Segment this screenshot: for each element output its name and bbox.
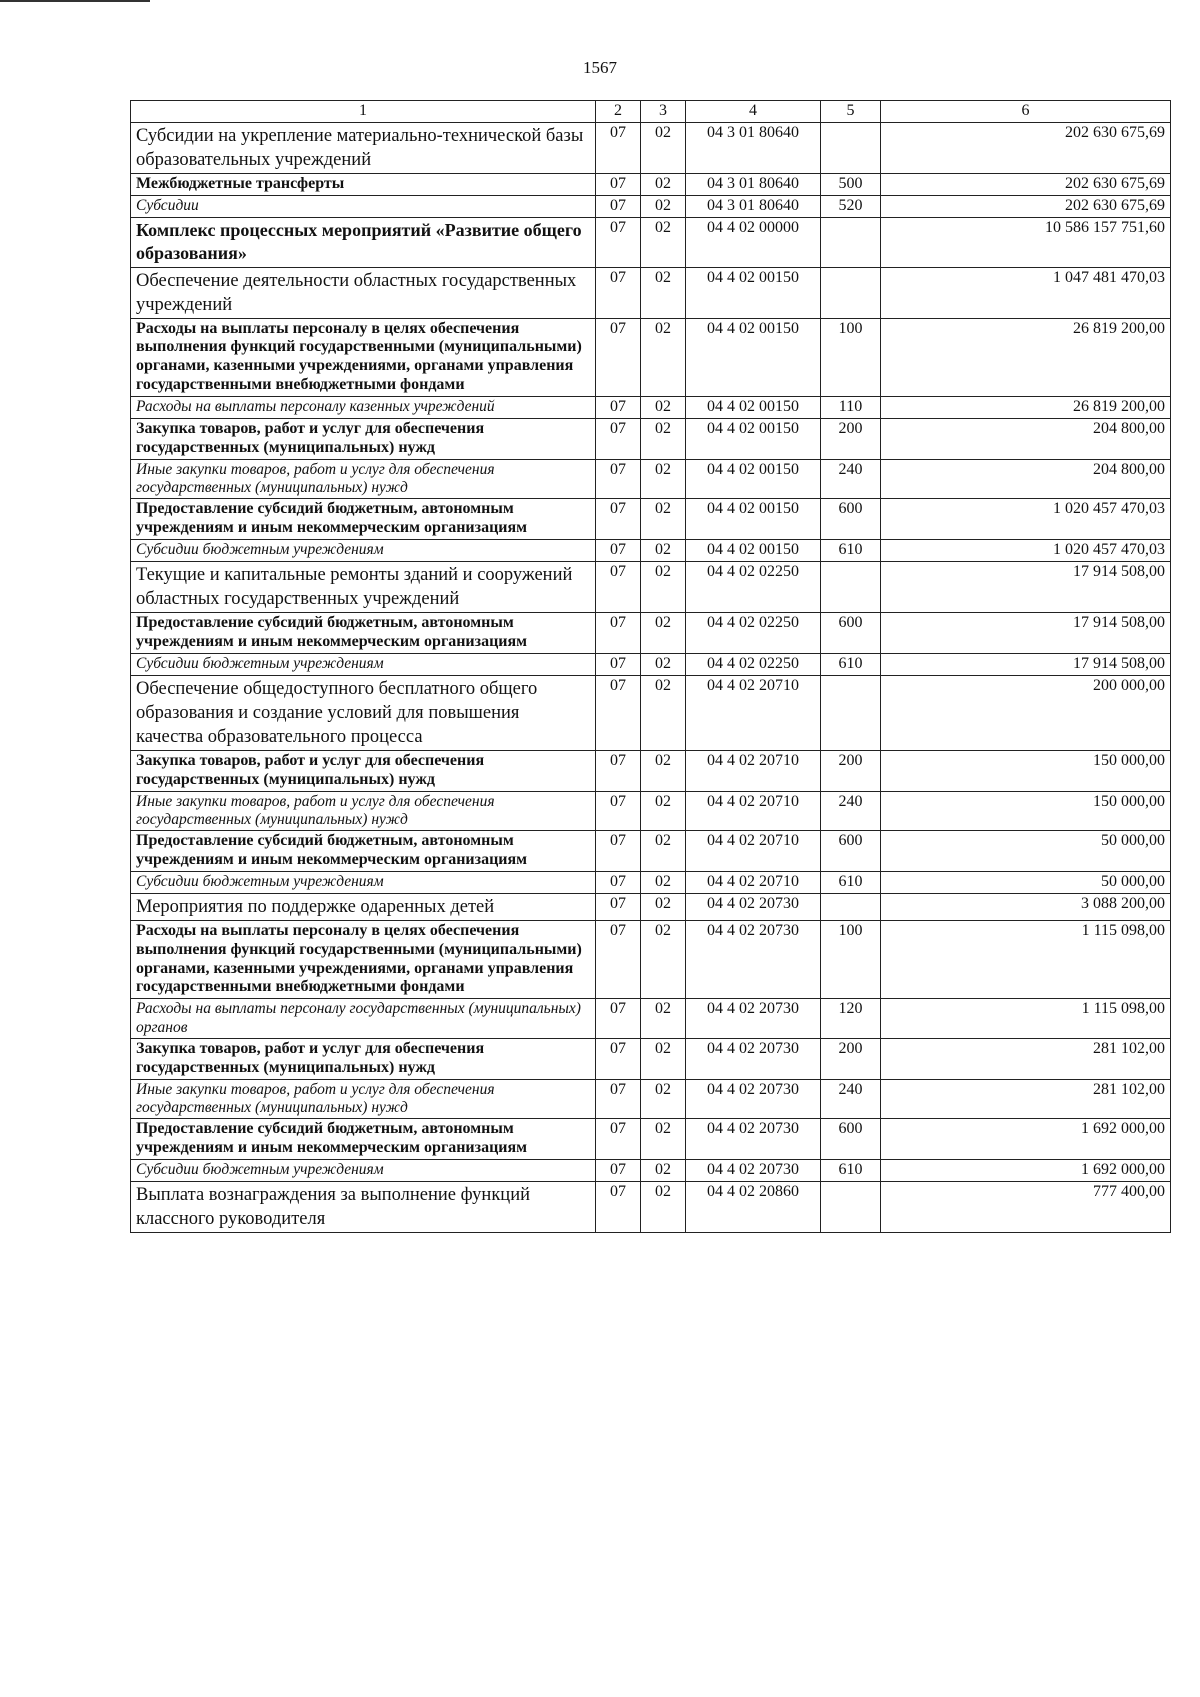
header-col-5: 5 <box>821 101 881 123</box>
table-row <box>131 893 1171 920</box>
row-amount: 50 000,00 <box>881 871 1171 893</box>
table-row <box>131 750 1171 791</box>
row-amount: 26 819 200,00 <box>881 318 1171 397</box>
table-row <box>131 217 1171 267</box>
row-subsection: 02 <box>641 318 686 397</box>
row-name: Субсидии бюджетным учреждениям <box>131 540 596 562</box>
row-name: Иные закупки товаров, работ и услуг для обеспечения государственных (муниципальных) нужд <box>131 459 596 499</box>
row-name: Мероприятия по поддержке одаренных детей <box>131 893 596 920</box>
row-expense-type <box>821 675 881 750</box>
row-section: 07 <box>596 397 641 419</box>
row-expense-type: 600 <box>821 613 881 654</box>
row-name: Субсидии на укрепление материально-технической базы образовательных учреждений <box>131 122 596 173</box>
header-col-4: 4 <box>686 101 821 123</box>
row-name: Субсидии бюджетным учреждениям <box>131 871 596 893</box>
row-expense-type: 610 <box>821 1159 881 1181</box>
table-row <box>131 999 1171 1039</box>
row-name: Иные закупки товаров, работ и услуг для обеспечения государственных (муниципальных) нужд <box>131 1079 596 1119</box>
row-code: 04 4 02 00150 <box>686 318 821 397</box>
budget-table <box>130 100 1171 1233</box>
table-row <box>131 1038 1171 1079</box>
row-name: Комплекс процессных мероприятий «Развитие общего образования» <box>131 217 596 267</box>
table-row <box>131 318 1171 397</box>
row-section: 07 <box>596 267 641 318</box>
row-section: 07 <box>596 920 641 999</box>
table-row <box>131 195 1171 217</box>
row-code: 04 4 02 20710 <box>686 871 821 893</box>
row-name: Субсидии бюджетным учреждениям <box>131 653 596 675</box>
row-name: Выплата вознаграждения за выполнение функций классного руководителя <box>131 1181 596 1232</box>
row-amount: 204 800,00 <box>881 459 1171 499</box>
row-amount: 1 047 481 470,03 <box>881 267 1171 318</box>
row-amount: 202 630 675,69 <box>881 195 1171 217</box>
row-section: 07 <box>596 1181 641 1232</box>
row-amount: 1 692 000,00 <box>881 1119 1171 1160</box>
table-row <box>131 653 1171 675</box>
row-expense-type <box>821 217 881 267</box>
row-expense-type: 200 <box>821 1038 881 1079</box>
row-subsection: 02 <box>641 653 686 675</box>
row-code: 04 4 02 00150 <box>686 459 821 499</box>
row-expense-type <box>821 893 881 920</box>
row-section: 07 <box>596 613 641 654</box>
table-row <box>131 540 1171 562</box>
header-col-6: 6 <box>881 101 1171 123</box>
row-amount: 1 692 000,00 <box>881 1159 1171 1181</box>
row-name: Предоставление субсидий бюджетным, автономным учреждениям и иным некоммерческим организациям <box>131 613 596 654</box>
row-expense-type: 610 <box>821 540 881 562</box>
table-row <box>131 1181 1171 1232</box>
row-amount: 202 630 675,69 <box>881 173 1171 195</box>
row-code: 04 4 02 20730 <box>686 1038 821 1079</box>
row-code: 04 3 01 80640 <box>686 173 821 195</box>
table-row <box>131 499 1171 540</box>
row-code: 04 4 02 20860 <box>686 1181 821 1232</box>
header-row <box>131 101 1171 123</box>
row-amount: 777 400,00 <box>881 1181 1171 1232</box>
row-name: Предоставление субсидий бюджетным, автономным учреждениям и иным некоммерческим организациям <box>131 831 596 872</box>
row-subsection: 02 <box>641 1119 686 1160</box>
row-section: 07 <box>596 831 641 872</box>
row-subsection: 02 <box>641 831 686 872</box>
row-section: 07 <box>596 791 641 831</box>
header-col-3: 3 <box>641 101 686 123</box>
table-row <box>131 613 1171 654</box>
row-subsection: 02 <box>641 791 686 831</box>
row-name: Иные закупки товаров, работ и услуг для обеспечения государственных (муниципальных) нужд <box>131 791 596 831</box>
row-code: 04 4 02 00150 <box>686 540 821 562</box>
row-amount: 1 020 457 470,03 <box>881 499 1171 540</box>
row-name: Закупка товаров, работ и услуг для обеспечения государственных (муниципальных) нужд <box>131 750 596 791</box>
row-section: 07 <box>596 750 641 791</box>
table-row <box>131 397 1171 419</box>
row-code: 04 4 02 20730 <box>686 1079 821 1119</box>
row-expense-type <box>821 1181 881 1232</box>
row-subsection: 02 <box>641 893 686 920</box>
row-expense-type: 200 <box>821 750 881 791</box>
row-code: 04 4 02 20730 <box>686 920 821 999</box>
row-code: 04 4 02 00150 <box>686 418 821 459</box>
row-name: Субсидии <box>131 195 596 217</box>
row-amount: 3 088 200,00 <box>881 893 1171 920</box>
row-subsection: 02 <box>641 1181 686 1232</box>
row-subsection: 02 <box>641 675 686 750</box>
row-subsection: 02 <box>641 195 686 217</box>
header-col-2: 2 <box>596 101 641 123</box>
row-subsection: 02 <box>641 1079 686 1119</box>
row-subsection: 02 <box>641 459 686 499</box>
row-section: 07 <box>596 173 641 195</box>
table-row <box>131 920 1171 999</box>
row-code: 04 4 02 00150 <box>686 397 821 419</box>
table-row <box>131 459 1171 499</box>
row-amount: 150 000,00 <box>881 750 1171 791</box>
row-amount: 202 630 675,69 <box>881 122 1171 173</box>
row-amount: 17 914 508,00 <box>881 653 1171 675</box>
row-subsection: 02 <box>641 613 686 654</box>
table-row <box>131 173 1171 195</box>
row-section: 07 <box>596 1119 641 1160</box>
row-amount: 17 914 508,00 <box>881 613 1171 654</box>
row-section: 07 <box>596 675 641 750</box>
row-expense-type: 520 <box>821 195 881 217</box>
row-name: Расходы на выплаты персоналу казенных учреждений <box>131 397 596 419</box>
row-name: Субсидии бюджетным учреждениям <box>131 1159 596 1181</box>
row-expense-type: 500 <box>821 173 881 195</box>
row-section: 07 <box>596 893 641 920</box>
row-amount: 1 115 098,00 <box>881 920 1171 999</box>
page-number: 1567 <box>583 58 617 77</box>
row-code: 04 3 01 80640 <box>686 122 821 173</box>
row-expense-type: 100 <box>821 920 881 999</box>
row-expense-type <box>821 561 881 612</box>
row-expense-type: 110 <box>821 397 881 419</box>
row-name: Расходы на выплаты персоналу в целях обеспечения выполнения функций государственными (муниципальными) органами, казенными учреждениями, органами управления государственными внебюджетными фондами <box>131 318 596 397</box>
row-code: 04 4 02 00150 <box>686 499 821 540</box>
top-rule <box>0 0 150 2</box>
row-expense-type: 200 <box>821 418 881 459</box>
row-expense-type: 600 <box>821 1119 881 1160</box>
row-expense-type: 600 <box>821 831 881 872</box>
row-code: 04 4 02 20730 <box>686 893 821 920</box>
row-section: 07 <box>596 499 641 540</box>
table-row <box>131 791 1171 831</box>
row-section: 07 <box>596 653 641 675</box>
row-subsection: 02 <box>641 561 686 612</box>
row-subsection: 02 <box>641 122 686 173</box>
row-expense-type <box>821 267 881 318</box>
row-expense-type: 240 <box>821 791 881 831</box>
row-subsection: 02 <box>641 999 686 1039</box>
table-row <box>131 1159 1171 1181</box>
row-section: 07 <box>596 217 641 267</box>
row-section: 07 <box>596 1038 641 1079</box>
row-expense-type: 120 <box>821 999 881 1039</box>
row-section: 07 <box>596 871 641 893</box>
row-subsection: 02 <box>641 1038 686 1079</box>
row-subsection: 02 <box>641 173 686 195</box>
row-amount: 10 586 157 751,60 <box>881 217 1171 267</box>
table-row <box>131 561 1171 612</box>
row-code: 04 4 02 00150 <box>686 267 821 318</box>
table-row <box>131 871 1171 893</box>
table-row <box>131 1119 1171 1160</box>
row-expense-type: 610 <box>821 653 881 675</box>
row-amount: 200 000,00 <box>881 675 1171 750</box>
row-section: 07 <box>596 418 641 459</box>
row-name: Обеспечение деятельности областных государственных учреждений <box>131 267 596 318</box>
table-row <box>131 122 1171 173</box>
row-section: 07 <box>596 1079 641 1119</box>
row-name: Текущие и капитальные ремонты зданий и сооружений областных государственных учреждений <box>131 561 596 612</box>
row-expense-type: 600 <box>821 499 881 540</box>
row-expense-type: 240 <box>821 459 881 499</box>
row-section: 07 <box>596 459 641 499</box>
row-amount: 150 000,00 <box>881 791 1171 831</box>
row-subsection: 02 <box>641 920 686 999</box>
row-code: 04 4 02 02250 <box>686 653 821 675</box>
row-section: 07 <box>596 540 641 562</box>
row-code: 04 4 02 02250 <box>686 613 821 654</box>
row-subsection: 02 <box>641 1159 686 1181</box>
row-code: 04 4 02 20730 <box>686 999 821 1039</box>
row-expense-type: 240 <box>821 1079 881 1119</box>
table-row <box>131 675 1171 750</box>
row-amount: 281 102,00 <box>881 1079 1171 1119</box>
table-row <box>131 831 1171 872</box>
row-subsection: 02 <box>641 267 686 318</box>
row-name: Расходы на выплаты персоналу государственных (муниципальных) органов <box>131 999 596 1039</box>
row-subsection: 02 <box>641 217 686 267</box>
row-amount: 281 102,00 <box>881 1038 1171 1079</box>
row-name: Обеспечение общедоступного бесплатного общего образования и создание условий для повышения качества образовательного процесса <box>131 675 596 750</box>
row-amount: 17 914 508,00 <box>881 561 1171 612</box>
table-row <box>131 267 1171 318</box>
row-section: 07 <box>596 195 641 217</box>
row-name: Межбюджетные трансферты <box>131 173 596 195</box>
row-code: 04 3 01 80640 <box>686 195 821 217</box>
row-name: Расходы на выплаты персоналу в целях обеспечения выполнения функций государственными (муниципальными) органами, казенными учреждениями, органами управления государственными внебюджетными фондами <box>131 920 596 999</box>
row-section: 07 <box>596 318 641 397</box>
row-name: Предоставление субсидий бюджетным, автономным учреждениям и иным некоммерческим организациям <box>131 1119 596 1160</box>
row-code: 04 4 02 20710 <box>686 831 821 872</box>
row-code: 04 4 02 00000 <box>686 217 821 267</box>
row-code: 04 4 02 20730 <box>686 1159 821 1181</box>
row-section: 07 <box>596 561 641 612</box>
table-row <box>131 418 1171 459</box>
row-subsection: 02 <box>641 540 686 562</box>
row-amount: 1 020 457 470,03 <box>881 540 1171 562</box>
row-expense-type: 100 <box>821 318 881 397</box>
row-name: Закупка товаров, работ и услуг для обеспечения государственных (муниципальных) нужд <box>131 418 596 459</box>
row-code: 04 4 02 20710 <box>686 791 821 831</box>
row-subsection: 02 <box>641 418 686 459</box>
row-subsection: 02 <box>641 397 686 419</box>
row-code: 04 4 02 02250 <box>686 561 821 612</box>
row-expense-type: 610 <box>821 871 881 893</box>
row-section: 07 <box>596 999 641 1039</box>
row-amount: 204 800,00 <box>881 418 1171 459</box>
row-section: 07 <box>596 1159 641 1181</box>
row-subsection: 02 <box>641 499 686 540</box>
table-row <box>131 1079 1171 1119</box>
row-expense-type <box>821 122 881 173</box>
row-name: Предоставление субсидий бюджетным, автономным учреждениям и иным некоммерческим организациям <box>131 499 596 540</box>
header-col-1: 1 <box>131 101 596 123</box>
row-code: 04 4 02 20730 <box>686 1119 821 1160</box>
row-subsection: 02 <box>641 871 686 893</box>
row-name: Закупка товаров, работ и услуг для обеспечения государственных (муниципальных) нужд <box>131 1038 596 1079</box>
row-amount: 1 115 098,00 <box>881 999 1171 1039</box>
row-amount: 50 000,00 <box>881 831 1171 872</box>
row-section: 07 <box>596 122 641 173</box>
row-amount: 26 819 200,00 <box>881 397 1171 419</box>
row-code: 04 4 02 20710 <box>686 750 821 791</box>
row-subsection: 02 <box>641 750 686 791</box>
row-code: 04 4 02 20710 <box>686 675 821 750</box>
